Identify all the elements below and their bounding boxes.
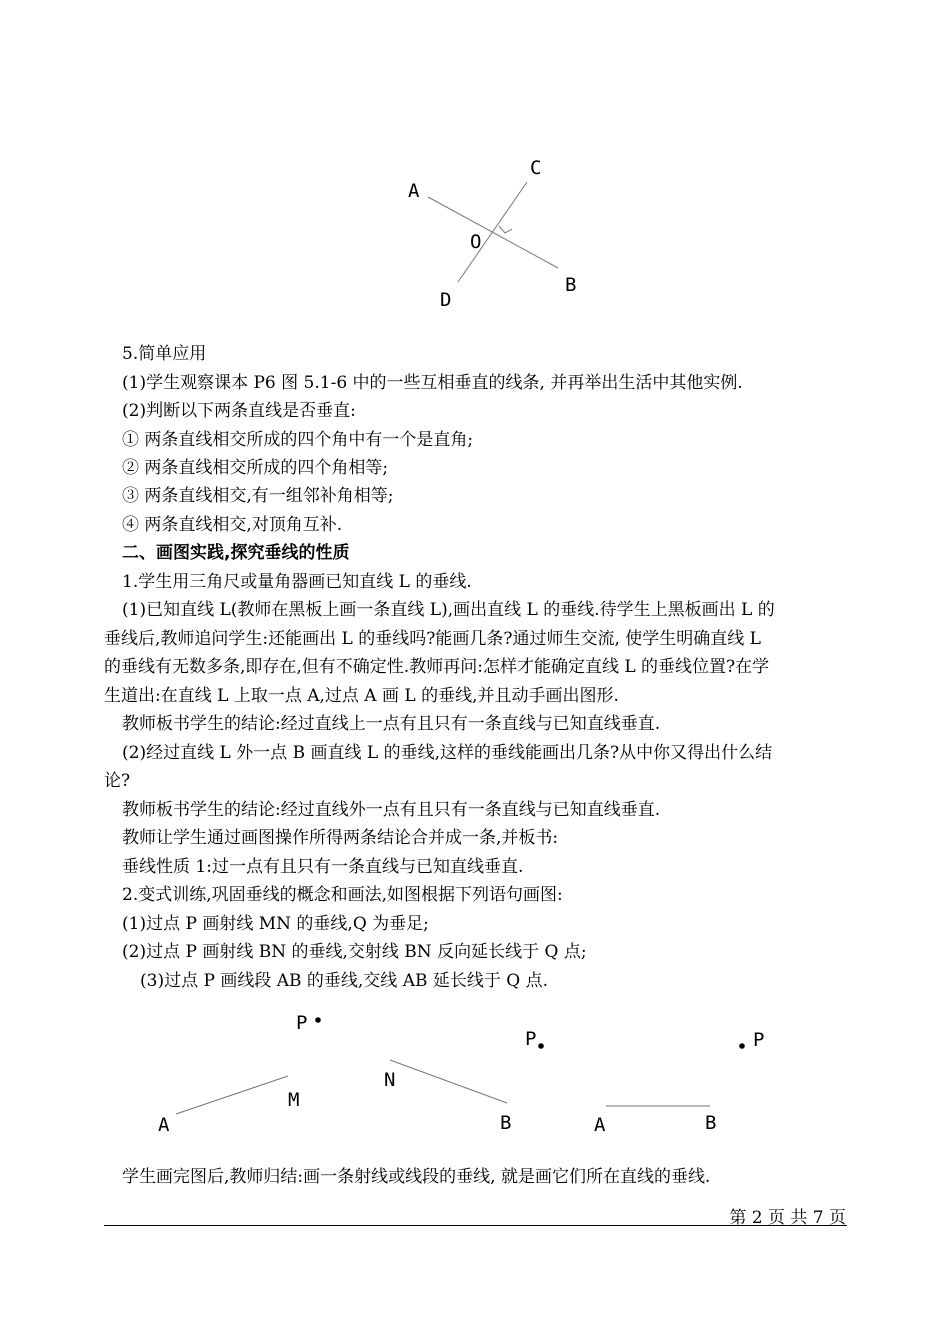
label-a: A (408, 180, 420, 202)
fig-b-point-p (538, 1043, 544, 1049)
label-b: B (565, 274, 577, 296)
text-line: 2.变式训练,巩固垂线的概念和画法,如图根据下列语句画图: (122, 885, 563, 905)
fig-a-ray (176, 1076, 288, 1114)
fig-c-label-a: A (594, 1114, 606, 1136)
text-line: 1.学生用三角尺或量角器画已知直线 L 的垂线. (122, 572, 472, 592)
text-line: 生道出:在直线 L 上取一点 A,过点 A 画 L 的垂线,并且动手画出图形. (104, 686, 619, 706)
footer-divider (104, 1225, 847, 1226)
text-line: (1)已知直线 L(教师在黑板上画一条直线 L),画出直线 L 的垂线.待学生上黑板画出 L 的 (122, 600, 775, 620)
fig-c-point-p (739, 1043, 745, 1049)
fig-b-label-n: N (384, 1069, 396, 1091)
text-line: 教师板书学生的结论:经过直线上一点有且只有一条直线与已知直线垂直. (122, 714, 661, 734)
text-line: 5.简单应用 (122, 344, 207, 364)
text-line: 垂线后,教师追问学生:还能画出 L 的垂线吗?能画几条?通过师生交流, 使学生明确直线 L (104, 629, 761, 649)
fig-a-label-m: M (288, 1089, 300, 1111)
label-c: C (530, 157, 542, 179)
text-line: ③ 两条直线相交,有一组邻补角相等; (122, 486, 394, 506)
text-line: 教师让学生通过画图操作所得两条结论合并成一条,并板书: (122, 828, 559, 848)
text-line: 论? (104, 771, 131, 791)
fig-b-ray (390, 1060, 507, 1103)
conclusion-text: 学生画完图后,教师归结:画一条射线或线段的垂线, 就是画它们所在直线的垂线. (122, 1167, 711, 1187)
fig-a-point-p (315, 1017, 321, 1023)
fig-a-label-a: A (158, 1114, 170, 1136)
fig-b-label-b: B (500, 1112, 512, 1134)
text-line: ① 两条直线相交所成的四个角中有一个是直角; (122, 430, 474, 450)
text-line: ② 两条直线相交所成的四个角相等; (122, 458, 389, 478)
fig-c-label-b: B (705, 1112, 717, 1134)
page-number: 第 2 页 共 7 页 (729, 1208, 846, 1228)
text-line: ④ 两条直线相交,对顶角互补. (122, 515, 343, 535)
text-line: 教师板书学生的结论:经过直线外一点有且只有一条直线与已知直线垂直. (122, 800, 661, 820)
text-line: (2)判断以下两条直线是否垂直: (122, 401, 356, 421)
text-line: 垂线性质 1:过一点有且只有一条直线与已知直线垂直. (122, 857, 524, 877)
text-line: (3)过点 P 画线段 AB 的垂线,交线 AB 延长线于 Q 点. (140, 971, 549, 991)
label-d: D (440, 289, 452, 311)
fig-c-label-p: P (753, 1029, 765, 1051)
text-line: 的垂线有无数多条,即存在,但有不确定性.教师再问:怎样才能确定直线 L 的垂线位置?在学 (104, 657, 770, 677)
fig-a-label-p: P (296, 1012, 308, 1034)
text-line: (2)经过直线 L 外一点 B 画直线 L 的垂线,这样的垂线能画出几条?从中你又得出什么结 (122, 743, 773, 763)
fig-b-label-p: P (525, 1028, 537, 1050)
text-line: (1)过点 P 画射线 MN 的垂线,Q 为垂足; (122, 914, 429, 934)
label-o: O (470, 231, 482, 253)
text-line: (1)学生观察课本 P6 图 5.1-6 中的一些互相垂直的线条, 并再举出生活中其他实例. (122, 373, 743, 393)
section-heading: 二、画图实践,探究垂线的性质 (122, 543, 350, 563)
text-line: (2)过点 P 画射线 BN 的垂线,交射线 BN 反向延长线于 Q 点; (122, 942, 587, 962)
